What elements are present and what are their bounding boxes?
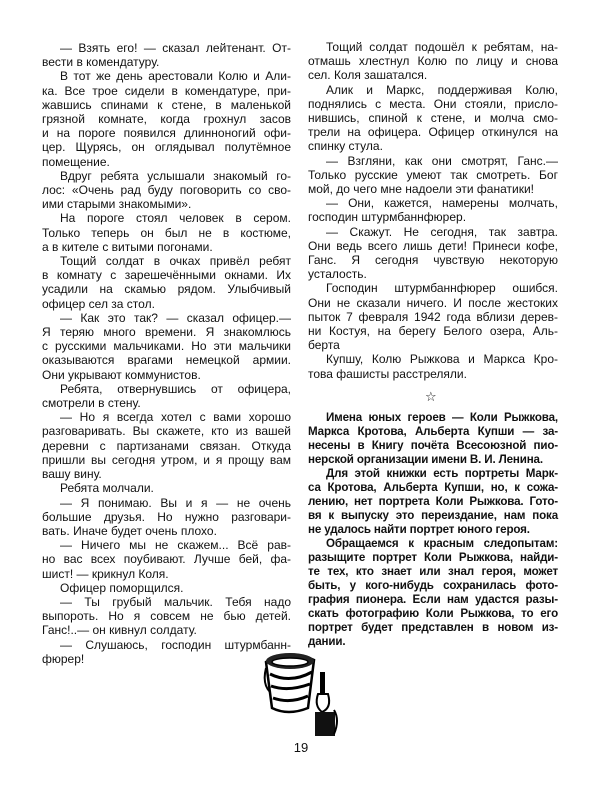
text-line: Ребята молчали.	[60, 481, 154, 496]
text-line: разыщите портрет Коли Рыжкова, найди-	[308, 551, 558, 564]
text-line: и на пороге появился длинноногий офи-	[42, 126, 291, 141]
text-line: жавшись спинами к стене, в маленькой	[42, 97, 291, 112]
paragraph	[42, 169, 291, 212]
text-line: — Ты грубый мальчик. Тебя надо	[60, 594, 291, 609]
text-line: сел. Коля зашатался.	[308, 68, 428, 83]
text-line: Маркса Кротова, Альберта Купши — за-	[308, 425, 558, 438]
text-line: Тощий солдат подошёл к ребятам, на-	[326, 40, 558, 54]
text-line: Обращаемся к красным следопытам:	[326, 537, 558, 550]
text-line: цер. Щурясь, он оглядывал полутёмное	[42, 140, 291, 155]
text-line: спинку стула.	[308, 139, 383, 154]
paragraph	[308, 83, 558, 154]
text-line: мой, до чего мне надоели эти фанатики!	[308, 182, 534, 197]
afterword-bold-text	[308, 411, 558, 649]
text-line: быть, у кого-нибудь сохранилась фото-	[308, 579, 558, 592]
text-line: Я теряю много времени. Я знакомлюсь	[42, 325, 291, 340]
text-line: — Взгляни, как они смотрят, Ганс.—	[326, 153, 558, 168]
text-line: ни Костуя, на берегу Белого озера, Аль-	[308, 324, 558, 339]
text-line: — Взять его! — сказал лейтенант. От-	[60, 41, 291, 55]
paragraph	[308, 154, 558, 197]
text-line: Ганс. Я сегодня чувствую некоторую	[308, 253, 558, 268]
text-line: выпороть. Но я совсем не бью детей.	[42, 609, 291, 624]
text-line: — Как это так? — сказал офицер.—	[60, 310, 291, 325]
text-line: В тот же день арестовали Колю и Али-	[60, 69, 291, 84]
text-line: — Скажут. Не сегодня, так завтра.	[326, 224, 558, 239]
text-line: отмашь хлестнул Колю по лицу и снова	[308, 54, 558, 69]
text-line: берта	[308, 338, 340, 353]
right-column	[308, 40, 558, 381]
text-line: Офицер поморщился.	[60, 580, 184, 595]
paragraph	[42, 211, 291, 254]
text-line: те тех, кто знает или знал героя, может	[308, 565, 558, 578]
paragraph	[42, 538, 291, 581]
paragraph	[308, 352, 558, 380]
text-line: ими старыми знакомыми».	[42, 197, 192, 212]
text-line: несены в Книгу почёта Всесоюзной пио-	[308, 439, 558, 452]
text-line: Купшу, Колю Рыжкова и Маркса Кро-	[326, 352, 558, 367]
text-line: Они укрывают коммунистов.	[42, 367, 201, 382]
text-line: Они не сказали ничего. И после жестоких	[308, 295, 558, 310]
paragraph	[42, 311, 291, 382]
text-line: фюрер!	[42, 651, 85, 666]
star-separator-icon: ☆	[425, 389, 437, 404]
text-line: портрет будет представлен в новом из-	[308, 621, 558, 634]
text-line: са Кротова, Альберта Купши, но, к сожа-	[308, 481, 558, 494]
text-line: Господин штурмбаннфюрер ошибся.	[326, 281, 558, 296]
text-line: с русскими мальчиками. Но эти мальчики	[42, 339, 291, 354]
text-line: ка. Все трое сидели в комендатуре, при-	[42, 83, 291, 98]
text-line: На пороге стоял человек в сером.	[60, 211, 291, 226]
paragraph	[42, 595, 291, 638]
text-line: лос: «Очень рад буду поговорить со сво-	[42, 183, 291, 198]
text-line: вать. Иначе будет очень плохо.	[42, 523, 217, 538]
text-line: не удалось найти портрет юного героя.	[308, 523, 530, 536]
paragraph	[42, 581, 291, 595]
text-line: нерской организации имени В. И. Ленина.	[308, 453, 543, 466]
paragraph	[308, 411, 558, 467]
text-line: большие друзья. Но нужно разговари-	[42, 509, 291, 524]
text-line: графия пионера. Если нам удастся разы-	[308, 593, 558, 606]
text-line: смотрели в стену.	[42, 396, 141, 411]
paragraph	[42, 254, 291, 311]
text-line: Для этой книжки есть портреты Марк-	[326, 467, 558, 480]
text-line: господин штурмбаннфюрер.	[308, 210, 467, 225]
left-column	[42, 41, 291, 666]
text-line: усадили на скамью рядом. Улыбчивый	[42, 282, 291, 297]
paragraph	[42, 638, 291, 666]
text-line: нившись, спиной к стене, и молча смо-	[308, 111, 558, 126]
paragraph	[308, 196, 558, 224]
text-line: оказываются врагами немецкой армии.	[42, 353, 291, 368]
text-line: Только русские умеют так смотреть. Бог	[308, 167, 558, 182]
text-line: усталость.	[308, 267, 367, 282]
text-line: деревни с партизанами связан. Откуда	[42, 438, 291, 453]
bucket-icon	[265, 653, 314, 712]
text-line: в комнату с зарешечёнными окнами. Их	[42, 268, 291, 283]
page-number: 19	[293, 740, 309, 755]
text-line: помещение.	[42, 154, 110, 169]
paragraph	[42, 481, 291, 495]
text-line: Вдруг ребята услышали знакомый го-	[60, 168, 291, 183]
text-line: — Ничего мы не скажем... Всё рав-	[60, 538, 291, 553]
paragraph	[308, 537, 558, 649]
text-line: — Они, кажется, намерены молчать,	[326, 196, 558, 211]
bucket-and-lamp-illustration	[262, 650, 342, 742]
text-line: Тощий солдат в очках привёл ребят	[60, 254, 291, 269]
text-line: Они ведь всего лишь дети! Принеси кофе,	[308, 238, 558, 253]
text-line: грязной комнате, когда грохнул засов	[42, 112, 291, 127]
paragraph	[42, 410, 291, 481]
text-line: скать фотографию Коли Рыжкова, то его	[308, 607, 558, 620]
paragraph	[42, 41, 291, 69]
text-line: — Но я всегда хотел с вами хорошо	[60, 410, 291, 425]
text-line: но вас всех поубивают. Лучше бей, фа-	[42, 552, 291, 567]
paragraph	[42, 69, 291, 168]
text-line: вя к выпуску это переиздание, нам пока	[308, 509, 558, 522]
paragraph	[308, 467, 558, 537]
text-line: това фашисты расстреляли.	[308, 366, 467, 381]
text-line: Только теперь он был не в костюме,	[42, 225, 291, 240]
paragraph	[42, 382, 291, 410]
text-line: Ребята, отвернувшись от офицера,	[60, 381, 291, 396]
paragraph	[42, 496, 291, 539]
paragraph	[308, 225, 558, 282]
text-line: трели на офицера. Офицер откинулся на	[308, 125, 558, 140]
text-line: дании.	[308, 635, 346, 648]
paragraph	[308, 40, 558, 83]
text-line: лению, нет портрета Коли Рыжкова. Гото-	[308, 495, 558, 508]
text-line: поднялись с места. Они стояли, присло-	[308, 96, 558, 111]
paragraph	[308, 281, 558, 352]
text-line: вашу вину.	[42, 467, 102, 482]
text-line: разговаривать. Вы скажете, кто из вашей	[42, 424, 291, 439]
text-line: Алик и Маркс, поддерживая Колю,	[326, 82, 558, 97]
text-line: шист! — крикнул Коля.	[42, 566, 169, 581]
text-line: Имена юных героев — Коли Рыжкова,	[326, 411, 558, 424]
text-line: — Я понимаю. Вы и я — не очень	[60, 495, 291, 510]
text-line: Ганс!..— он кивнул солдату.	[42, 623, 197, 638]
text-line: — Слушаюсь, господин штурмбанн-	[60, 637, 291, 652]
text-line: а в кителе с витыми погонами.	[42, 239, 213, 254]
text-line: пришли вы сегодня утром, и я прощу вам	[42, 452, 291, 467]
kerosene-lamp-icon	[315, 672, 337, 736]
text-line: офицер сел за стол.	[42, 296, 155, 311]
text-line: вести в комендатуру.	[42, 55, 160, 70]
text-line: пыток 7 февраля 1942 года вблизи дерев-	[308, 309, 558, 324]
